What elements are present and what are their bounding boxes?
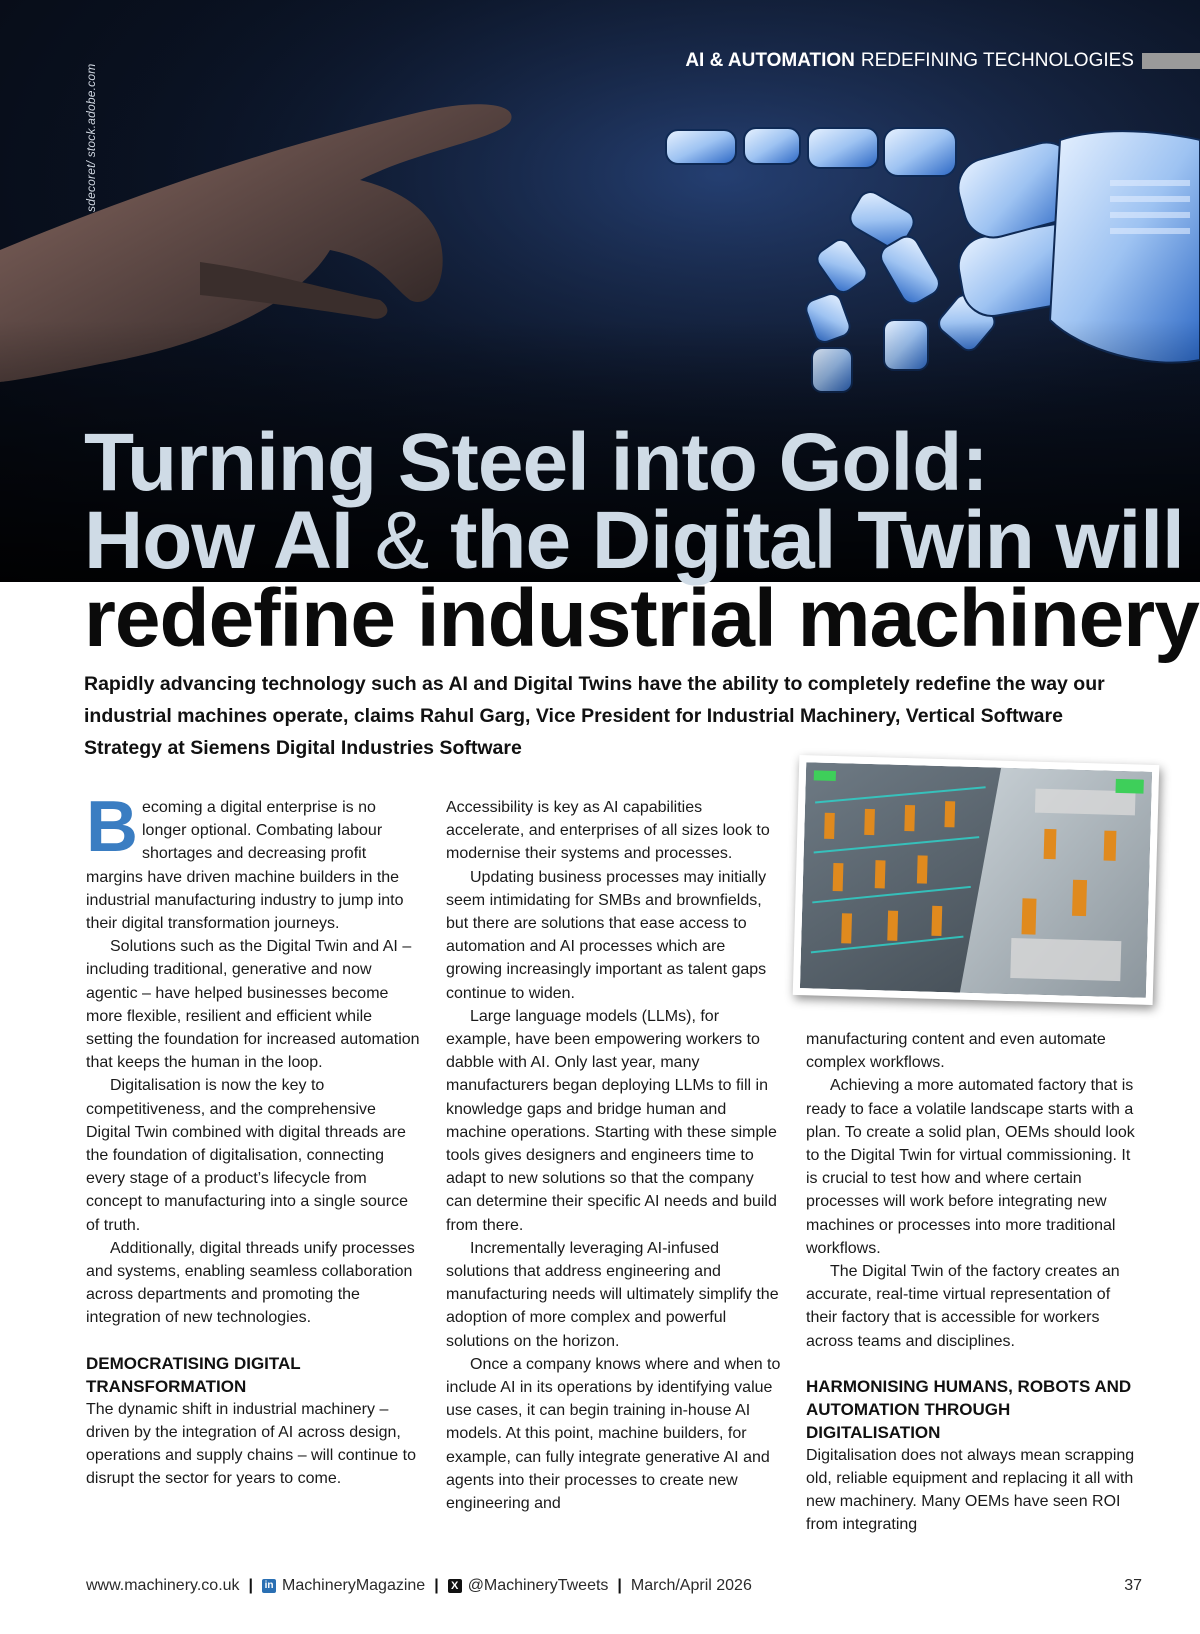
paragraph: Additionally, digital threads unify processes and systems, enabling seamless collaboration across departments and promoting the integration of new technologies. — [86, 1239, 415, 1327]
paragraph: Updating business processes may initially seem intimidating for SMBs and brownfields, but there are solutions that ease access to automation and AI processes which are growing increasingly important as talent gaps continue to widen. — [446, 868, 767, 1002]
x-handle[interactable]: @MachineryTweets — [467, 1577, 609, 1594]
factory-photo — [793, 755, 1160, 1005]
footer-separator: | — [617, 1577, 622, 1594]
headline-line-2-part-b: the Digital Twin will — [428, 495, 1184, 586]
paragraph: Accessibility is key as AI capabilities accelerate, and enterprises of all sizes look to modernise their systems and processes. — [446, 799, 770, 863]
headline-line-1: Turning Steel into Gold: — [84, 417, 988, 508]
headline-line-3: redefine industrial machinery — [84, 573, 1199, 664]
article-column-3 — [806, 1028, 1140, 1537]
section-header — [685, 50, 1200, 72]
footer-separator: | — [248, 1577, 254, 1594]
subheading: HARMONISING HUMANS, ROBOTS AND AUTOMATION THROUGH DIGITALISATION — [806, 1376, 1132, 1442]
section-category: AI & AUTOMATION — [685, 50, 855, 71]
section-marker — [1142, 53, 1200, 69]
headline-line-2-part-a: How AI — [84, 495, 375, 586]
page-footer — [86, 1574, 1142, 1598]
paragraph: manufacturing content and even automate complex workflows. — [806, 1031, 1106, 1072]
paragraph: The Digital Twin of the factory creates an accurate, real-time virtual representation of their factory that is accessible for workers across teams and disciplines. — [806, 1263, 1120, 1350]
paragraph: Incrementally leveraging AI-infused solutions that address engineering and manufacturing needs will ultimately simplify the adoption of more complex and powerful solutions on the horizon. — [446, 1239, 779, 1350]
subheading: DEMOCRATISING DIGITAL TRANSFORMATION — [86, 1353, 301, 1396]
paragraph: Digitalisation is now the key to competitiveness, and the comprehensive Digital Twin combined with digital threads are the foundation of digitalisation, connecting every stage of a product’s lifecycle from concept to manufacturing into a single source of truth. — [86, 1077, 408, 1234]
standfirst: Rapidly advancing technology such as AI and Digital Twins have the ability to completely redefine the way our industrial machines operate, claims Rahul Garg, Vice President for Industrial Machinery, Vertical Software Strategy at Siemens Digital Industries Software — [84, 673, 1105, 759]
issue-date: March/April 2026 — [630, 1577, 752, 1594]
website-link[interactable]: www.machinery.co.uk — [86, 1577, 240, 1594]
paragraph: Achieving a more automated factory that is ready to face a volatile landscape starts with a plan. To create a solid plan, OEMs should look to the Digital Twin for virtual commissioning. It is crucial to test how and where certain processes will work before integrating new machines or processes into more traditional workflows. — [806, 1077, 1135, 1257]
linkedin-icon: in — [262, 1579, 276, 1593]
drop-cap: B — [86, 787, 138, 867]
headline-line-2 — [84, 495, 1184, 586]
article-column-2 — [446, 796, 782, 1515]
paragraph: Solutions such as the Digital Twin and AI – including traditional, generative and now agentic – have helped businesses become more flexible, resilient and efficient while setting the foundation for increased automation that keeps the human in the loop. — [86, 938, 420, 1072]
headline-ampersand: & — [374, 495, 429, 586]
paragraph: Large language models (LLMs), for example, have been empowering workers to dabble with AI. Only last year, many manufacturers began deploying LLMs to fill in knowledge gaps and bridge human and machine operations. Starting with these simple tools gives designers and engineers time to adapt to new solutions so that the company can determine their specific AI needs and build from there. — [446, 1007, 777, 1234]
paragraph — [86, 787, 422, 935]
paragraph-text: ecoming a digital enterprise is no longer optional. Combating labour shortages and decreasing profit margins have driven machine builders in the industrial manufacturing industry to jump into their digital transformation journeys. — [86, 799, 404, 933]
x-icon: X — [448, 1579, 462, 1593]
paragraph: Digitalisation does not always mean scrapping old, reliable equipment and replacing it all with new machinery. Many OEMs have seen ROI from integrating — [806, 1446, 1135, 1534]
article-column-1 — [86, 787, 422, 1490]
page-number: 37 — [1124, 1577, 1142, 1594]
photo-credit: sdecoret/ stock.adobe.com — [84, 63, 98, 212]
paragraph: The dynamic shift in industrial machinery – driven by the integration of AI across design, operations and supply chains – will continue to disrupt the sector for years to come. — [86, 1400, 416, 1488]
footer-separator: | — [434, 1577, 439, 1594]
headline — [84, 417, 1199, 664]
factory-render-image — [800, 762, 1152, 998]
section-subcategory: REDEFINING TECHNOLOGIES — [860, 50, 1134, 71]
paragraph: Once a company knows where and when to include AI in its operations by identifying value use cases, it can begin training in-house AI models. At this point, machine builders, for example, can fully integrate generative AI and agents into their processes to create new engineering and — [446, 1355, 781, 1513]
linkedin-handle[interactable]: MachineryMagazine — [282, 1577, 426, 1594]
